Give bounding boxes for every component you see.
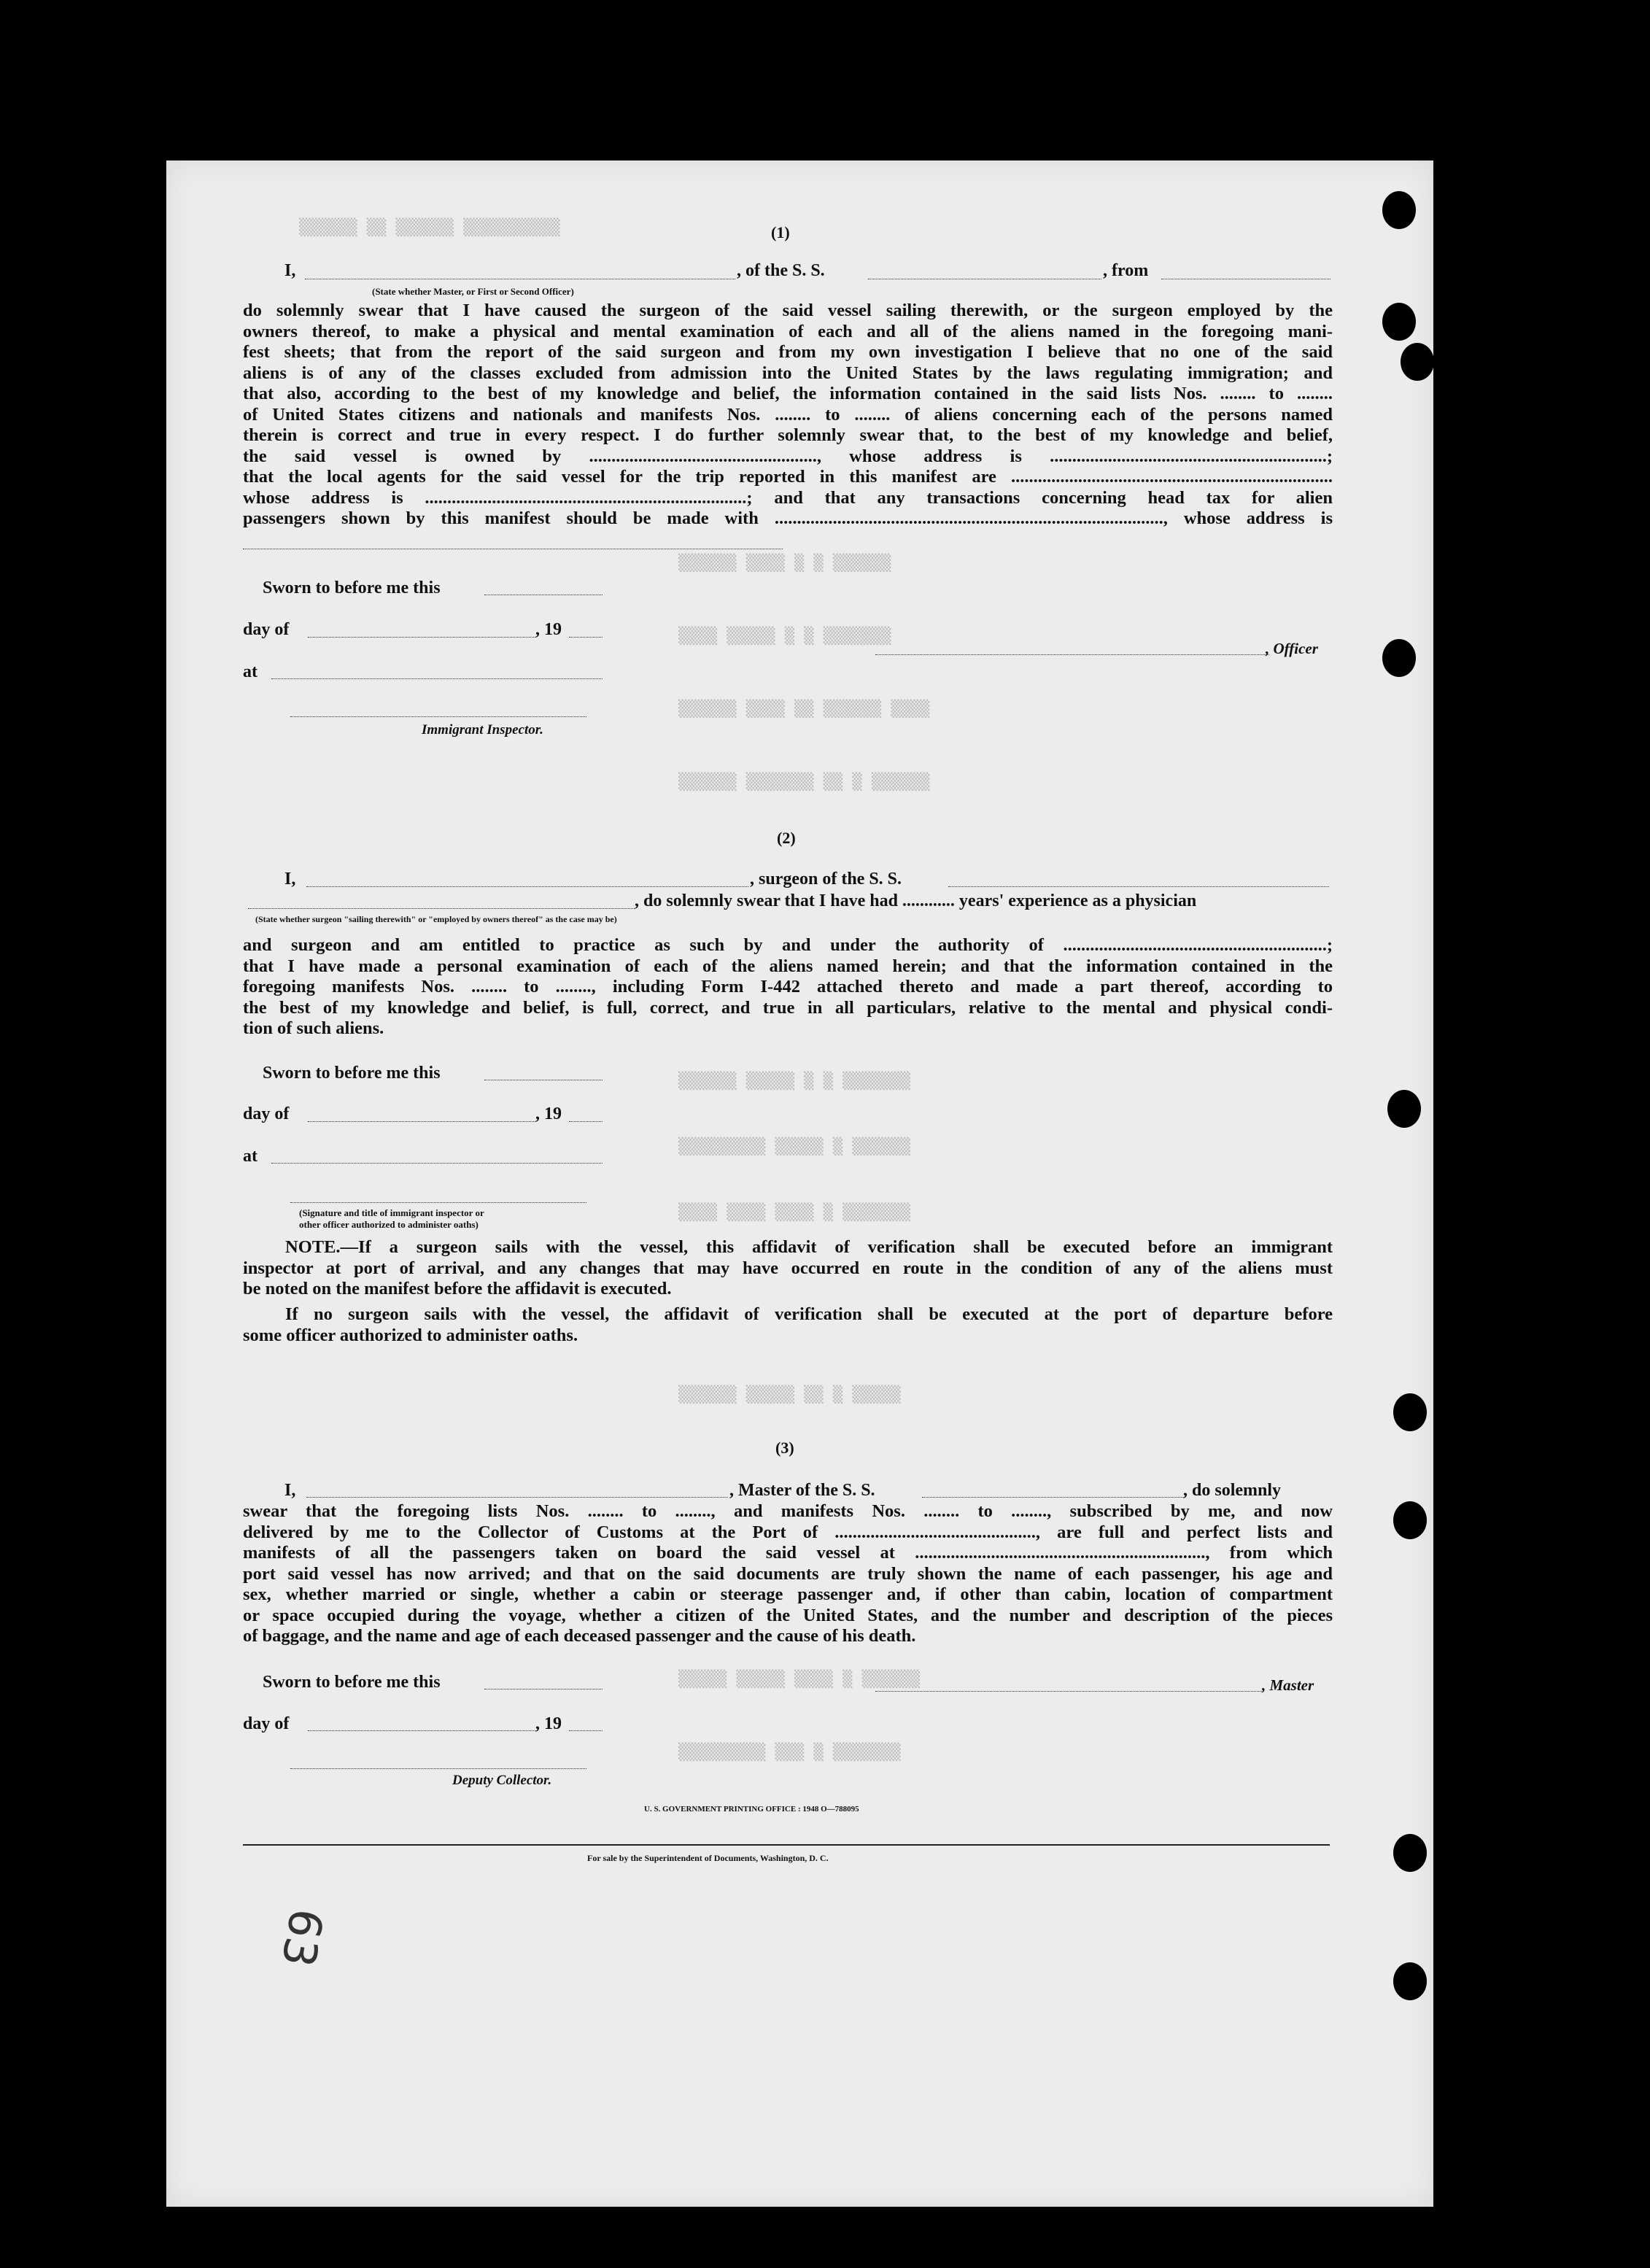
s1-officer-signature-field[interactable] [875, 654, 1269, 655]
section-3-number: (3) [775, 1439, 794, 1457]
bleed-through-text: ▒▒▒▒▒▒ ▒▒▒▒ ▒▒ ▒▒▒▒▒▒ ▒▒▒▒ [678, 700, 930, 719]
s2-sig-note-1: (Signature and title of immigrant inspector or [299, 1207, 484, 1218]
s1-inspector-label: Immigrant Inspector. [422, 722, 543, 738]
s1-day-label: day of [243, 620, 290, 639]
s3-master-signature-field[interactable] [875, 1691, 1262, 1692]
s2-I-label: I, [284, 870, 296, 889]
bleed-through-text: ▒▒▒▒▒▒ ▒▒▒▒▒▒▒ ▒▒ ▒ ▒▒▒▒▒▒ [678, 773, 930, 792]
punch-hole [1387, 1090, 1421, 1128]
s3-master-label: , Master of the S. S. [729, 1481, 875, 1500]
s1-inspector-signature-field[interactable] [290, 716, 586, 717]
punch-hole [1401, 343, 1434, 381]
s2-year-label: , 19 [535, 1104, 562, 1123]
s2-at-label: at [243, 1147, 257, 1166]
punch-hole [1382, 303, 1416, 341]
s2-surgeon-label: , surgeon of the S. S. [750, 870, 902, 889]
bleed-through-text: ▒▒▒▒▒ ▒▒▒▒▒ ▒▒▒▒ ▒ ▒▒▒▒▒▒ [678, 1671, 921, 1689]
s1-year-field[interactable] [569, 637, 603, 638]
bleed-through-text: ▒▒▒▒ ▒▒▒▒ ▒▒▒▒ ▒ ▒▒▒▒▒▒▒ [678, 1204, 910, 1222]
s2-day-label: day of [243, 1104, 290, 1123]
s2-ship-field[interactable] [948, 886, 1329, 887]
s3-oath-paragraph: swear that the foregoing lists Nos. ........ to ........, and manifests Nos. ........ to ........, subscribed by me, and now delivered by me to the Collector of Customs at the Port of ............................................., are full and perfect lists and manifests of all the passengers taken on board the said vessel at ................................................................., from which port said vessel has now arrived; and that on the said documents are truly shown the name of each passenger, his age and sex, whether married or single, whether a cabin or steerage passenger and, if other than cabin, location of compartment or space occupied during the voyage, whether a citizen of the United States, and the number and description of the pieces of baggage, and the name and age of each deceased passenger and the cause of his death. [243, 1501, 1333, 1646]
s3-deputy-collector-label: Deputy Collector. [452, 1773, 552, 1788]
bleed-through-text: ▒▒▒▒▒▒▒▒▒ ▒▒▒ ▒ ▒▒▒▒▒▒▒ [678, 1743, 901, 1762]
bleed-through-text: ▒▒▒▒ ▒▒▒▒▒ ▒ ▒ ▒▒▒▒▒▒▒ [678, 627, 891, 646]
s2-sworn-label: Sworn to before me this [263, 1064, 441, 1083]
s3-sworn-label: Sworn to before me this [263, 1673, 441, 1692]
s1-ss-label: , of the S. S. [737, 261, 825, 280]
s2-note-paragraph: NOTE.—If a surgeon sails with the vessel, this affidavit of verification shall be executed before an immigrant inspector at port of arrival, and any changes that may have occurred en route in the condition of any of the aliens must be noted on the manifest before the affidavit is executed. [243, 1237, 1333, 1299]
punch-hole [1393, 1501, 1427, 1539]
section-1-number: (1) [771, 223, 790, 241]
gpo-imprint: U. S. GOVERNMENT PRINTING OFFICE : 1948 O—788095 [644, 1805, 859, 1814]
s1-I-label: I, [284, 261, 296, 280]
s2-surgeon-type-field[interactable] [248, 908, 635, 909]
s3-day-field[interactable] [308, 1730, 535, 1731]
s3-ship-field[interactable] [922, 1497, 1185, 1498]
s3-collector-signature-field[interactable] [290, 1768, 586, 1769]
s2-note-paragraph-2: If no surgeon sails with the vessel, the affidavit of verification shall be executed at the port of departure before some officer authorized to administer oaths. [243, 1304, 1333, 1345]
s2-sig-note-2: other officer authorized to administer oaths) [299, 1219, 479, 1230]
s1-day-field[interactable] [308, 637, 535, 638]
s2-name-field[interactable] [306, 886, 748, 887]
bleed-through-text: ▒▒▒▒▒▒ ▒▒▒▒▒ ▒▒ ▒ ▒▒▒▒▒ [678, 1386, 901, 1404]
s3-year-field[interactable] [569, 1730, 603, 1731]
s1-sworn-label: Sworn to before me this [263, 578, 441, 597]
s2-surgeon-note: (State whether surgeon "sailing therewith" or "employed by owners thereof" as the case may be) [255, 914, 617, 924]
s1-year-label: , 19 [535, 620, 562, 639]
s1-at-field[interactable] [271, 678, 603, 679]
s1-oath-paragraph: do solemnly swear that I have caused the surgeon of the said vessel sailing therewith, or the surgeon employed by the owners thereof, to make a physical and mental examination of each and all of the aliens named in the foregoing mani- fest sheets; that from the report of the said surgeon and from my own investigation I believe that no one of the said aliens is of any of the classes excluded from admission into the United States by the laws regulating immigration; and that also, according to the best of my knowledge and belief, the information contained in the said lists Nos. ........ to ........ of United States citizens and nationals and manifests Nos. ........ to ........ of aliens concerning each of the persons named therein is correct and true in every respect. I do further solemnly swear that, to the best of my knowledge and belief, the said vessel is owned by ..................................................., whose address is ..............................................................; that the local agents for the said vessel for the trip reported in this manifest are ........................................................................ whose address is ........................................................................; and that any transactions concerning head tax for alien passengers shown by this manifest should be made with ......................................................................................., whose address is [243, 301, 1333, 528]
s2-signature-field[interactable] [290, 1202, 586, 1203]
s3-year-label: , 19 [535, 1714, 562, 1733]
s2-at-field[interactable] [271, 1163, 603, 1164]
s1-officer-note: (State whether Master, or First or Second Officer) [372, 286, 574, 297]
s1-at-label: at [243, 662, 257, 681]
s3-I-label: I, [284, 1481, 296, 1500]
s2-year-field[interactable] [569, 1121, 603, 1122]
punch-hole [1393, 1393, 1427, 1431]
s3-solemnly-label: , do solemnly [1183, 1481, 1282, 1500]
punch-hole [1382, 191, 1416, 229]
bleed-through-text: ▒▒▒▒▒▒ ▒▒▒▒ ▒ ▒ ▒▒▒▒▒▒ [678, 554, 891, 573]
s3-master-label: , Master [1262, 1676, 1314, 1694]
bleed-through-text: ▒▒▒▒▒▒▒▒▒ ▒▒▒▒▒ ▒ ▒▒▒▒▒▒ [678, 1138, 910, 1156]
punch-hole [1393, 1962, 1427, 2000]
s2-day-field[interactable] [308, 1121, 535, 1122]
section-2-number: (2) [777, 829, 796, 847]
handwritten-page-number: 63 [271, 1905, 334, 1971]
s1-from-label: , from [1103, 261, 1149, 280]
s1-officer-label: , Officer [1266, 640, 1318, 657]
footer-rule [243, 1844, 1330, 1846]
punch-hole [1393, 1834, 1427, 1872]
bleed-through-text: ▒▒▒▒▒▒ ▒▒▒▒▒ ▒ ▒ ▒▒▒▒▒▒▒ [678, 1072, 910, 1091]
bleed-through-text: ▒▒▒▒▒▒ ▒▒ ▒▒▒▒▒▒ ▒▒▒▒▒▒▒▒▒▒ [299, 219, 560, 237]
punch-hole [1382, 639, 1416, 677]
s2-line2: , do solemnly swear that I have had ............ years' experience as a physician [635, 891, 1197, 910]
s3-day-label: day of [243, 1714, 290, 1733]
s3-name-field[interactable] [306, 1497, 728, 1498]
s3-sworn-field[interactable] [484, 1689, 603, 1690]
s2-oath-paragraph: and surgeon and am entitled to practice as such by and under the authority of ...........................................................; that I have made a personal examination of each of the aliens named herein; and that the information contained in the foregoing manifests Nos. ........ to ........, including Form I-442 attached thereto and made a part thereof, according to the best of my knowledge and belief, is full, correct, and true in all particulars, relative to the mental and physical condi- tion of such aliens. [243, 935, 1333, 1038]
sale-notice: For sale by the Superintendent of Documents, Washington, D. C. [587, 1853, 829, 1863]
